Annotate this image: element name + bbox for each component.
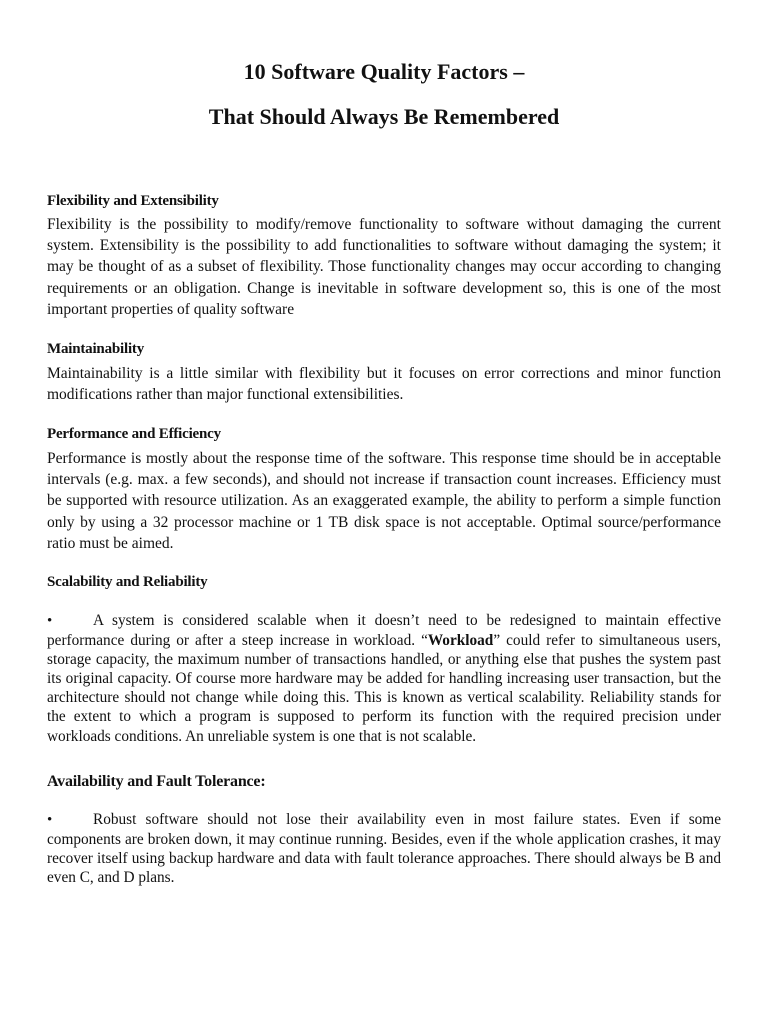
section-text-scalability [47, 611, 721, 746]
document-title-line-2: That Should Always Be Remembered [208, 104, 560, 129]
scalability-text-start: A system is considered scalable when it doesn’t need to be redesigned to maintain effective performance during or after a steep increase in workload. “ [47, 612, 721, 650]
section-text-performance: Performance is mostly about the response time of the software. This response time should be in acceptable intervals (e.g. max. a few seconds), and should not increase if transaction count increases. Efficiency must be supported with resource utilization. As an exaggerated example, the ability to perform a simple function only by using a 32 processor machine or 1 TB disk space is not acceptable. Optimal source/performance ratio must be aimed. [47, 450, 721, 552]
section-text-flexibility: Flexibility is the possibility to modify/remove functionality to software without damaging the current system. Extensibility is the possibility to add functionalities to software without damaging the system; it may be thought of as a subset of flexibility. Those functionality changes may occur according to changing requirements or an obligation. Change is inevitable in software development so, this is one of the most important properties of quality software [47, 216, 721, 318]
bullet-marker: • [47, 613, 53, 629]
availability-text: Robust software should not lose their availability even in most failure states. Even if some components are broken down, it may continue running. Besides, even if the whole application crashes, it may recover itself using backup hardware and data with fault tolerance approaches. There should always be B and even C, and D plans. [47, 811, 721, 887]
section-heading-performance: Performance and Efficiency [47, 426, 221, 442]
document-title-line-1: 10 Software Quality Factors – [243, 59, 525, 84]
section-heading-flexibility: Flexibility and Extensibility [47, 193, 219, 209]
section-heading-availability: Availability and Fault Tolerance: [47, 773, 266, 790]
workload-term: Workload [427, 632, 494, 650]
section-text-maintainability: Maintainability is a little similar with flexibility but it focuses on error corrections and minor function modifications rather than major functional extensibilities. [47, 365, 721, 404]
section-heading-maintainability: Maintainability [47, 341, 145, 357]
section-text-availability [47, 810, 721, 887]
section-heading-scalability: Scalability and Reliability [47, 574, 208, 590]
scalability-text-end: ” could refer to simultaneous users, storage capacity, the maximum number of transactions handled, or anything else that pushes the system past its original capacity. Of course more hardware may be added for handling increasing user transaction, but the architecture should not change while doing this. This is known as vertical scalability. Reliability stands for the extent to which a program is supposed to perform its function with the required precision under workloads conditions. An unreliable system is one that is not scalable. [47, 632, 721, 745]
bullet-marker: • [47, 812, 53, 828]
